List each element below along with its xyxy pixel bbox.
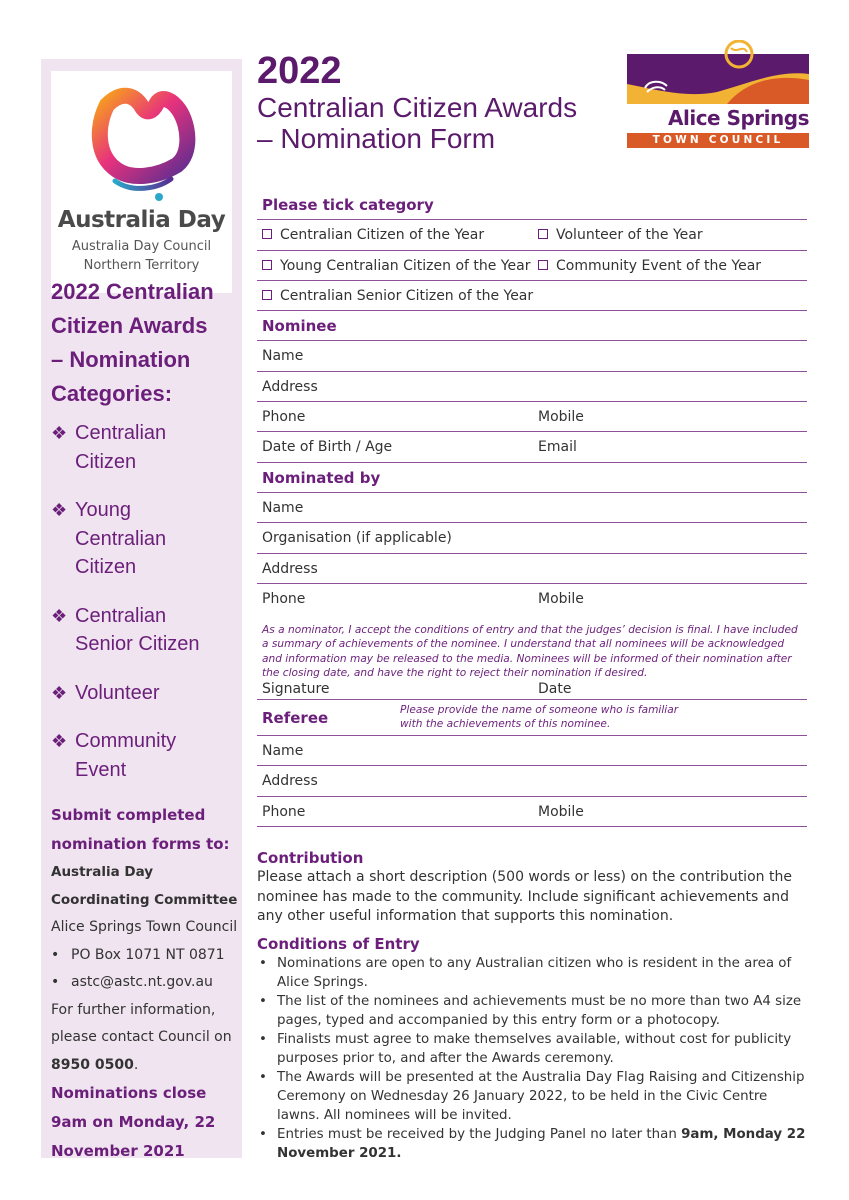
australia-day-logo bbox=[51, 71, 232, 293]
checkbox-icon[interactable] bbox=[262, 290, 272, 300]
submit-heading: Submit completed bbox=[51, 806, 206, 824]
page-title: Centralian Citizen Awards – Nomination Form bbox=[257, 92, 578, 154]
heading-line: – Nomination bbox=[51, 347, 191, 372]
checkbox-young-centralian[interactable]: Young Centralian Citizen of the Year bbox=[262, 258, 530, 274]
section-heading: Please tick category bbox=[262, 196, 434, 214]
category-row bbox=[257, 281, 807, 311]
section-heading: Contribution bbox=[257, 849, 364, 867]
referee-header bbox=[257, 700, 807, 736]
close-date: 9am on Monday, 22 bbox=[51, 1113, 216, 1131]
field-label: Address bbox=[262, 773, 318, 790]
referee-name-field[interactable] bbox=[257, 736, 807, 766]
section-heading: Nominated by bbox=[262, 468, 381, 487]
field-label: Phone bbox=[262, 803, 306, 820]
info-text: please contact Council on bbox=[51, 1029, 232, 1045]
submit-info bbox=[51, 801, 241, 1166]
alice-springs-logo bbox=[627, 40, 809, 150]
field-label: Address bbox=[262, 560, 318, 577]
signature-field[interactable]: Signature bbox=[262, 680, 330, 697]
submit-heading: nomination forms to: bbox=[51, 835, 230, 853]
category-item: ❖ Community Event bbox=[51, 727, 241, 784]
section-heading: Conditions of Entry bbox=[257, 935, 420, 953]
field-label: Organisation (if applicable) bbox=[262, 530, 452, 547]
logo-title: Australia Day bbox=[57, 207, 226, 233]
list-item: • Nominations are open to any Australian citizen who is resident in the area of Alice Springs. bbox=[257, 954, 807, 992]
phone-text: 8950 0500. bbox=[51, 1056, 139, 1073]
nominee-name-field[interactable] bbox=[257, 341, 807, 371]
list-item: • Finalists must agree to make themselves available, without cost for publicity purposes prior to, and after the Awards ceremony. bbox=[257, 1030, 807, 1068]
diamond-bullet-icon: ❖ bbox=[51, 500, 68, 520]
nominee-address-field[interactable] bbox=[257, 372, 807, 402]
declaration-text: As a nominator, I accept the conditions of entry and that the judges’ decision is final. I have included a summary of achievements of the nominee. I understand that all nominees will be acknowledged and information may be released to the media. Nominees will be informed of their nomination after the closing date, and have the right to reject their nomination if desired. bbox=[262, 624, 798, 679]
checkbox-icon[interactable] bbox=[262, 229, 272, 239]
australia-map-icon bbox=[87, 85, 197, 203]
heading-line: 2022 Centralian bbox=[51, 279, 214, 304]
nominator-name-field[interactable] bbox=[257, 493, 807, 523]
field-label: Email bbox=[538, 439, 577, 456]
contribution-section bbox=[257, 849, 807, 927]
referee-address-field[interactable] bbox=[257, 766, 807, 796]
po-box: • PO Box 1071 NT 0871 bbox=[51, 946, 225, 963]
org-name: Australia Day bbox=[51, 864, 154, 880]
diamond-bullet-icon: ❖ bbox=[51, 423, 68, 443]
checkbox-icon[interactable] bbox=[262, 260, 272, 270]
email-link[interactable]: • astc@astc.nt.gov.au bbox=[51, 974, 213, 990]
date-field[interactable]: Date bbox=[538, 680, 572, 697]
logo-subtitle-2: Northern Territory bbox=[83, 258, 200, 273]
nominee-phone-row[interactable] bbox=[257, 402, 807, 432]
field-label: Mobile bbox=[538, 590, 584, 607]
category-item: ❖ Centralian Senior Citizen bbox=[51, 602, 241, 659]
logo-council-sub: TOWN COUNCIL bbox=[627, 133, 809, 148]
list-item: • The Awards will be presented at the Australia Day Flag Raising and Citizenship Ceremony on Wednesday 26 January 2022, to be held in the Civic Centre lawns. All nominees will be invited. bbox=[257, 1068, 807, 1125]
category-row bbox=[257, 251, 807, 281]
section-heading: Referee bbox=[262, 709, 329, 728]
checkbox-volunteer[interactable]: Volunteer of the Year bbox=[538, 227, 703, 243]
alice-springs-emblem-icon bbox=[627, 40, 809, 104]
referee-phone-row[interactable] bbox=[257, 797, 807, 827]
nominee-dob-row[interactable] bbox=[257, 432, 807, 462]
diamond-bullet-icon: ❖ bbox=[51, 605, 68, 626]
list-item: • The list of the nominees and achievements must be no more than two A4 size pages, typed and accompanied by this entry form or a photocopy. bbox=[257, 992, 807, 1030]
nominator-address-field[interactable] bbox=[257, 554, 807, 584]
info-text: For further information, bbox=[51, 1001, 216, 1018]
logo-council-name: Alice Springs bbox=[668, 106, 809, 130]
page-year: 2022 bbox=[257, 50, 342, 92]
category-item: ❖ Centralian Citizen bbox=[51, 419, 241, 476]
categories-heading bbox=[51, 275, 241, 411]
nominator-org-field[interactable] bbox=[257, 523, 807, 553]
close-date: November 2021 bbox=[51, 1142, 185, 1160]
checkbox-senior-citizen[interactable]: Centralian Senior Citizen of the Year bbox=[262, 288, 533, 304]
field-label: Mobile bbox=[538, 803, 584, 820]
conditions-list bbox=[257, 954, 807, 1163]
checkbox-centralian-citizen[interactable]: Centralian Citizen of the Year bbox=[262, 227, 484, 243]
diamond-bullet-icon: ❖ bbox=[51, 682, 68, 703]
sidebar bbox=[41, 59, 242, 1158]
field-label: Name bbox=[262, 743, 304, 760]
referee-note: Please provide the name of someone who is familiar with the achievements of this nominee. bbox=[400, 704, 679, 731]
checkbox-community-event[interactable]: Community Event of the Year bbox=[538, 258, 761, 274]
category-list bbox=[51, 419, 241, 804]
org-name: Coordinating Committee bbox=[51, 891, 238, 908]
section-heading: Nominee bbox=[262, 317, 337, 336]
nominator-phone-row[interactable] bbox=[257, 584, 807, 614]
field-label: Date of Birth / Age bbox=[262, 439, 393, 456]
nominated-by-header bbox=[257, 463, 807, 493]
field-label: Address bbox=[262, 378, 318, 395]
category-row bbox=[257, 220, 807, 250]
contribution-text: Please attach a short description (500 words or less) on the contribution the nominee has made to the community. Include significant achievements and any other useful information that supports this nomination. bbox=[257, 869, 792, 924]
council-name: Alice Springs Town Council bbox=[51, 919, 238, 935]
category-item: ❖ Volunteer bbox=[51, 679, 241, 708]
nominee-header bbox=[257, 311, 807, 341]
conditions-section bbox=[257, 935, 807, 1163]
declaration-block bbox=[257, 614, 807, 700]
heading-line: Categories: bbox=[51, 381, 173, 406]
field-label: Name bbox=[262, 348, 304, 365]
category-item: ❖ Young Centralian Citizen bbox=[51, 496, 241, 582]
tick-category-header bbox=[257, 190, 807, 220]
field-label: Phone bbox=[262, 590, 306, 607]
field-label: Name bbox=[262, 499, 304, 516]
diamond-bullet-icon: ❖ bbox=[51, 731, 68, 751]
list-item: • Entries must be received by the Judging Panel no later than 9am, Monday 22 November 2021. bbox=[257, 1125, 807, 1163]
nomination-form bbox=[257, 190, 807, 827]
close-date: Nominations close bbox=[51, 1084, 207, 1102]
logo-subtitle: Australia Day Council bbox=[71, 239, 212, 254]
checkbox-icon[interactable] bbox=[538, 229, 548, 239]
field-label: Phone bbox=[262, 409, 306, 426]
checkbox-icon[interactable] bbox=[538, 260, 548, 270]
field-label: Mobile bbox=[538, 409, 584, 426]
heading-line: Citizen Awards bbox=[51, 313, 208, 338]
